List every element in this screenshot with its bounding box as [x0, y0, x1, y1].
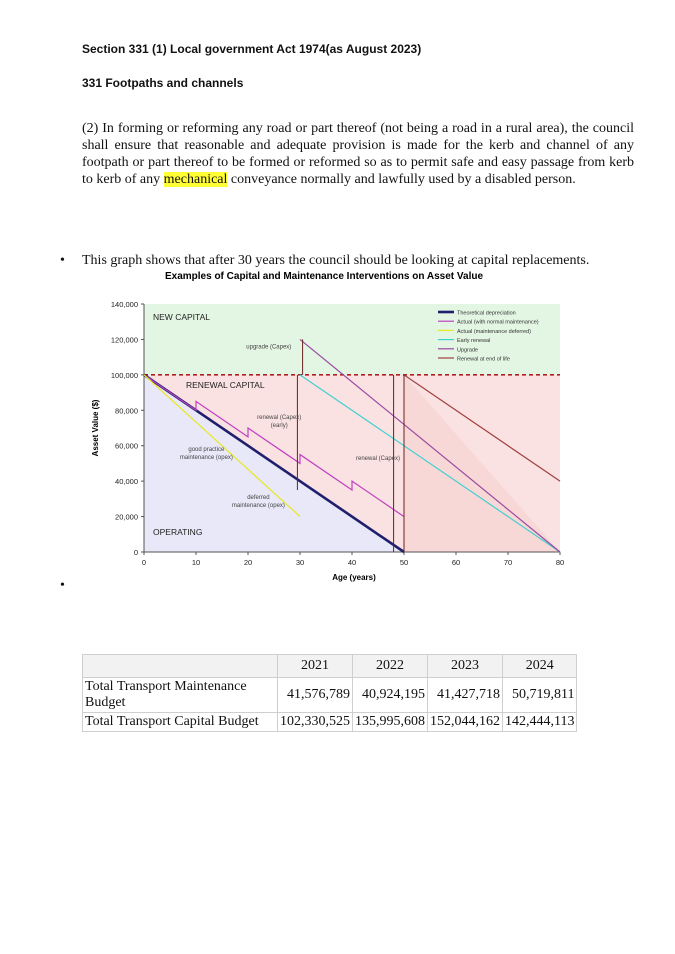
- y-tick-label: 120,000: [110, 335, 138, 345]
- paragraph-text-end: conveyance normally and lawfully used by a disabled person.: [227, 172, 576, 187]
- table-header-cell: 2024: [503, 655, 577, 678]
- region-label-new-capital: NEW CAPITAL: [153, 312, 210, 322]
- chart-annotation: maintenance (opex): [179, 455, 233, 462]
- chart-title: Examples of Capital and Maintenance Interventions on Asset Value: [164, 271, 484, 282]
- asset-value-chart: [86, 266, 576, 586]
- table-cell: 142,444,113: [503, 713, 577, 732]
- highlighted-word: mechanical: [163, 172, 228, 187]
- chart-annotation: upgrade (Capex): [246, 344, 292, 351]
- table-header-row: [83, 655, 577, 678]
- table-header-cell: 2023: [428, 655, 503, 678]
- section-heading: Section 331 (1) Local government Act 1974(as August 2023): [82, 42, 422, 56]
- chart-annotation: deferred: [247, 494, 270, 501]
- subsection-heading: 331 Footpaths and channels: [82, 76, 244, 90]
- table-cell: 152,044,162: [428, 713, 503, 732]
- legend-entry: Upgrade: [457, 347, 479, 354]
- table-row: [83, 713, 577, 732]
- row-label: Total Transport Capital Budget: [83, 713, 278, 732]
- row-label: Total Transport Maintenance Budget: [83, 678, 278, 713]
- paragraph-text-start: (2) In forming or reforming any road or part thereof (not being a road in a rural area), the council shall ensure that reasonable and adequate provision is made for the kerb and channel of any footpath or part thereof to be formed or reformed so as to permit safe and easy passage from kerb to kerb of any: [82, 121, 634, 187]
- y-tick-label: 40,000: [115, 477, 138, 487]
- y-tick-label: 60,000: [115, 441, 138, 451]
- x-tick-label: 10: [191, 558, 201, 567]
- table-header-cell: [83, 655, 278, 678]
- y-tick-label: 140,000: [110, 300, 138, 309]
- table-header-cell: 2021: [278, 655, 353, 678]
- y-tick-label: 20,000: [115, 512, 138, 522]
- chart-annotation: renewal (Capex): [257, 415, 302, 422]
- y-tick-label: 80,000: [115, 406, 138, 416]
- x-axis-label: Age (years): [332, 573, 376, 582]
- x-tick-label: 20: [243, 558, 253, 567]
- legend-entry: Early renewal: [457, 338, 491, 345]
- table-cell: 40,924,195: [353, 678, 428, 713]
- y-tick-label: 100,000: [110, 370, 138, 380]
- section-paragraph: [82, 120, 634, 188]
- x-tick-label: 0: [141, 558, 147, 567]
- region-label-operating: OPERATING: [153, 527, 203, 537]
- x-tick-label: 40: [347, 558, 357, 567]
- bullet-glyph-1: •: [60, 253, 65, 268]
- bullet-glyph-2: •: [60, 578, 65, 593]
- chart-annotation: good practice: [188, 447, 225, 454]
- chart-annotation: maintenance (opex): [231, 502, 285, 509]
- chart-annotation: renewal (Capex): [355, 455, 401, 462]
- y-tick-label: 0: [133, 548, 138, 557]
- plot-area: [111, 300, 564, 567]
- x-tick-label: 30: [295, 558, 305, 567]
- chart-annotation: (early): [270, 423, 288, 430]
- bullet-text-1: This graph shows that after 30 years the council should be looking at capital replacements.: [82, 253, 590, 268]
- x-tick-label: 70: [503, 558, 513, 567]
- table-cell: 102,330,525: [278, 713, 353, 732]
- table-cell: 135,995,608: [353, 713, 428, 732]
- x-tick-label: 50: [399, 558, 409, 567]
- x-tick-label: 60: [451, 558, 461, 567]
- region-label-renewal-capital: RENEWAL CAPITAL: [186, 379, 265, 390]
- legend-entry: Actual (with normal maintenance): [457, 319, 539, 326]
- table-cell: 50,719,811: [503, 678, 577, 713]
- y-axis-label: Asset Value ($): [91, 399, 100, 457]
- table-cell: 41,576,789: [278, 678, 353, 713]
- x-tick-label: 80: [555, 558, 565, 567]
- legend-entry: Actual (maintenance deferred): [457, 328, 531, 335]
- table-cell: 41,427,718: [428, 678, 503, 713]
- legend-entry: Theoretical depreciation: [457, 310, 516, 317]
- table-header-cell: 2022: [353, 655, 428, 678]
- budget-table: [82, 654, 577, 732]
- legend-entry: Renewal at end of life: [457, 356, 510, 363]
- table-row: [83, 678, 577, 713]
